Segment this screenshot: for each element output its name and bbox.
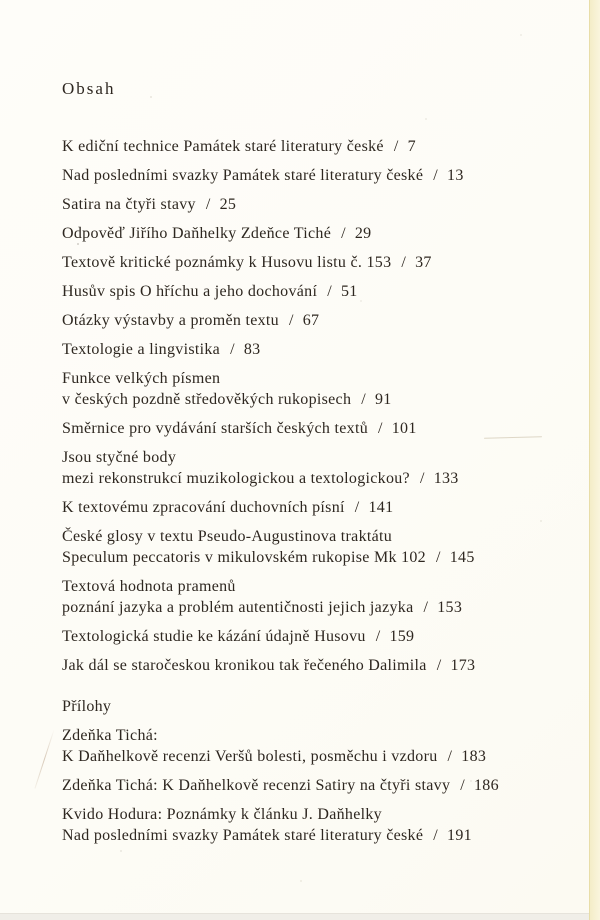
toc-entry-line (62, 447, 567, 468)
page-separator: / (354, 499, 360, 516)
page-number: 133 (433, 470, 459, 487)
page-separator: / (378, 420, 383, 437)
page-number: 13 (447, 167, 464, 184)
toc-entry-line (62, 368, 567, 389)
toc-entry-line (62, 468, 567, 489)
toc-entry (62, 194, 567, 215)
page-number: 191 (447, 827, 472, 844)
page-number: 29 (354, 225, 372, 242)
toc-entry (62, 804, 567, 846)
toc-entry-line (62, 310, 567, 331)
toc-entry-line (62, 281, 567, 302)
toc-entry (62, 165, 567, 186)
toc-entry-line (62, 252, 567, 273)
page-number: 91 (375, 391, 392, 408)
toc-entry-text: Satira na čtyři stavy (62, 196, 196, 213)
scan-speckles (0, 0, 2, 2)
toc-entry-text: K ediční technice Památek staré literatury české (62, 138, 384, 155)
toc-entry-text: poznání jazyka a problém autentičnosti jejich jazyka (62, 599, 414, 616)
toc-entry-text: Husův spis O hříchu a jeho dochování (62, 283, 318, 300)
toc-entry-text: Směrnice pro vydávání starších českých textů (62, 420, 368, 437)
toc-entry-line (62, 547, 567, 568)
toc-entry-line (62, 626, 567, 647)
toc-entry (62, 368, 567, 410)
toc-entry-line (62, 389, 567, 410)
page-number: 67 (302, 312, 320, 329)
toc-entry-text: Jak dál se staročeskou kronikou tak řečeného Dalimila (62, 657, 427, 674)
toc-entry-text: Odpověď Jiřího Daňhelky Zdeňce Tiché (62, 225, 332, 242)
toc-entry (62, 497, 567, 518)
toc-entry-text: v českých pozdně středověkých rukopisech (62, 391, 352, 408)
toc-sections (62, 136, 567, 846)
page-number: 7 (407, 138, 416, 155)
page-separator: / (433, 167, 439, 184)
toc-entry-text: Nad posledními svazky Památek staré literatury české (62, 827, 424, 844)
toc-entry-line (62, 136, 567, 157)
toc-entry (62, 418, 567, 439)
page-number: 51 (340, 283, 358, 300)
page-separator: / (433, 827, 439, 844)
page-separator: / (375, 628, 381, 645)
toc-entry-line (62, 746, 567, 767)
toc-entry (62, 447, 567, 489)
toc-entry-line (62, 597, 567, 618)
toc-entry-text: Kvido Hodura: Poznámky k článku J. Daňhelky (62, 806, 382, 823)
page-number: 37 (415, 254, 432, 271)
toc-entry (62, 136, 567, 157)
page-separator: / (327, 283, 332, 300)
page-separator: / (436, 657, 442, 674)
toc-entry-line (62, 194, 567, 215)
page-number: 101 (391, 420, 417, 437)
toc-entry-line (62, 804, 567, 825)
toc-entry-text: Otázky výstavby a proměn textu (62, 312, 279, 329)
toc-entry-text: Speculum peccatoris v mikulovském rukopise Mk 102 (62, 549, 426, 566)
toc-entry (62, 725, 567, 767)
toc-entry-line (62, 339, 567, 360)
page-separator: / (460, 777, 465, 794)
page-number: 173 (450, 657, 476, 674)
page-separator: / (447, 748, 453, 765)
toc-entry-text: Zdeňka Tichá: (62, 727, 158, 744)
page-number: 153 (437, 599, 463, 616)
toc-entry (62, 310, 567, 331)
page-title: Obsah (62, 79, 116, 98)
toc-entry-line (62, 655, 567, 676)
page-right-edge (589, 0, 600, 920)
page-separator: / (419, 470, 425, 487)
toc-entry (62, 252, 567, 273)
page-bottom-edge (0, 913, 600, 920)
page-number: 25 (219, 196, 237, 213)
page-separator: / (393, 138, 399, 155)
toc-entry-line (62, 825, 567, 846)
page-separator: / (435, 549, 441, 566)
toc-entry-line (62, 576, 567, 597)
page-separator: / (361, 391, 366, 408)
toc-section (62, 696, 567, 846)
scan-scratch-artifact (34, 729, 54, 788)
toc-entry (62, 626, 567, 647)
toc-entry (62, 526, 567, 568)
toc-section (62, 136, 567, 676)
toc-entry-text: mezi rekonstrukcí muzikologickou a textologickou? (62, 470, 410, 487)
toc-entry-text: Funkce velkých písmen (62, 370, 221, 387)
section-heading: Přílohy (62, 698, 112, 715)
toc-entry (62, 655, 567, 676)
page-number: 186 (474, 777, 499, 794)
toc-entry-text: Zdeňka Tichá: K Daňhelkově recenzi Satiry na čtyři stavy (62, 777, 451, 794)
page-number: 141 (368, 499, 394, 516)
toc-entry-line (62, 497, 567, 518)
page-separator: / (401, 254, 407, 271)
page-separator: / (288, 312, 294, 329)
toc-entry-line (62, 223, 567, 244)
toc-entry (62, 576, 567, 618)
page-number: 83 (243, 341, 261, 358)
page-number: 145 (449, 549, 475, 566)
toc-entry-line (62, 725, 567, 746)
toc-entry-text: Textologická studie ke kázání údajně Husovu (62, 628, 366, 645)
toc-entry-text: Textologie a lingvistika (62, 341, 221, 358)
page-separator: / (230, 341, 235, 358)
toc-entry (62, 223, 567, 244)
toc-entry (62, 775, 567, 796)
toc-entry-line (62, 165, 567, 186)
toc-entry-text: České glosy v textu Pseudo-Augustinova traktátu (62, 528, 393, 545)
toc-entry-text: Nad posledními svazky Památek staré literatury české (62, 167, 424, 184)
page-number: 159 (389, 628, 415, 645)
toc-entry-text: Jsou styčné body (62, 449, 177, 466)
toc-entry (62, 281, 567, 302)
toc-entry-line (62, 526, 567, 547)
toc-entry-line (62, 775, 567, 796)
toc-entry-text: Textově kritické poznámky k Husovu listu č. 153 (62, 254, 392, 271)
page-separator: / (341, 225, 346, 242)
toc-entry-text: Textová hodnota pramenů (62, 578, 236, 595)
toc-entry-text: K textovému zpracování duchovních písní (62, 499, 345, 516)
toc-entry (62, 339, 567, 360)
table-of-contents (62, 78, 567, 854)
page-separator: / (205, 196, 211, 213)
page-separator: / (423, 599, 429, 616)
page-number: 183 (461, 748, 487, 765)
toc-entry-text: K Daňhelkově recenzi Veršů bolesti, posměchu i vzdoru (62, 748, 438, 765)
toc-entry-line (62, 418, 567, 439)
